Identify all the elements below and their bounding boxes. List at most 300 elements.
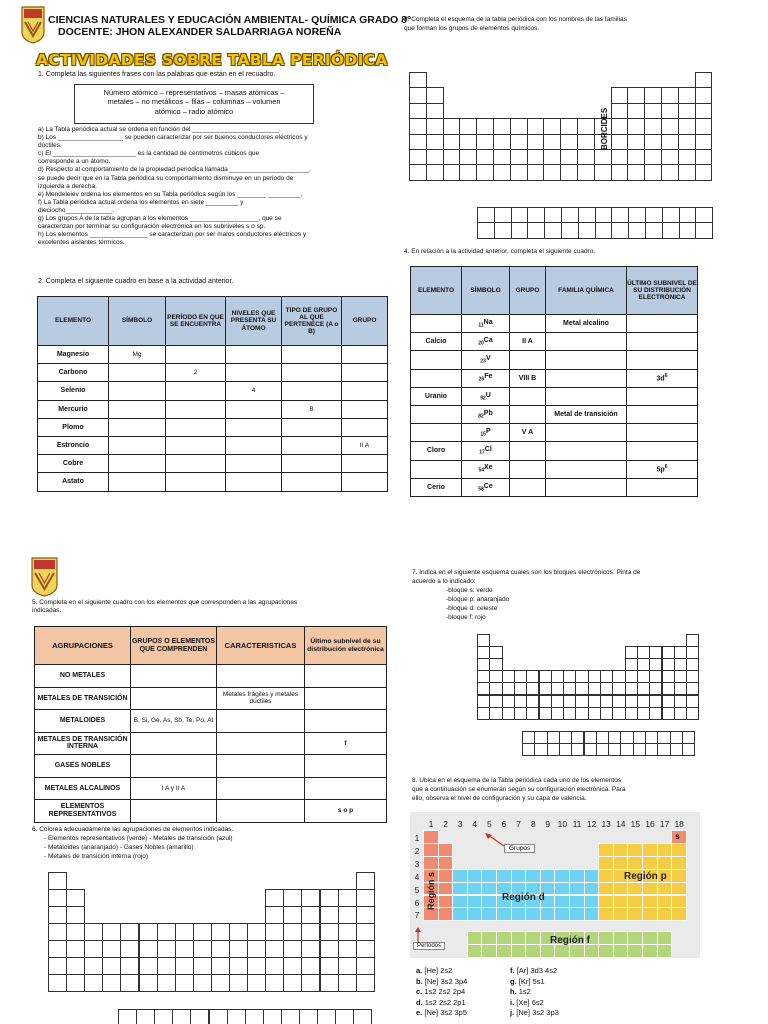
grid-cell[interactable] (611, 149, 629, 165)
grid-cell[interactable] (645, 207, 663, 223)
grid-cell[interactable] (190, 1009, 209, 1024)
table-cell[interactable] (510, 442, 546, 460)
grid-cell[interactable] (611, 222, 629, 238)
grid-cell[interactable] (229, 957, 248, 975)
grid-cell[interactable] (522, 743, 535, 756)
table-cell[interactable] (166, 400, 226, 418)
grid-cell[interactable] (320, 889, 339, 907)
table-cell[interactable] (627, 387, 698, 405)
grid-cell[interactable] (563, 707, 576, 720)
grid-cell[interactable] (627, 149, 645, 165)
grid-cell[interactable] (510, 134, 528, 150)
grid-cell[interactable] (547, 743, 560, 756)
grid-cell[interactable] (265, 957, 284, 975)
grid-cell[interactable] (662, 207, 680, 223)
table-cell[interactable] (342, 455, 388, 473)
table-cell[interactable] (217, 755, 305, 778)
grid-cell[interactable] (661, 118, 679, 134)
grid-cell[interactable] (577, 149, 595, 165)
table-cell[interactable] (546, 424, 627, 442)
table-cell[interactable] (217, 777, 305, 800)
grid-cell[interactable] (695, 103, 713, 119)
grid-cell[interactable] (476, 118, 494, 134)
table-cell[interactable] (546, 351, 627, 369)
grid-cell[interactable] (175, 923, 194, 941)
grid-cell[interactable] (48, 889, 67, 907)
grid-cell[interactable] (544, 222, 562, 238)
table-cell[interactable] (342, 400, 388, 418)
grid-cell[interactable] (612, 707, 625, 720)
grid-cell[interactable] (578, 222, 596, 238)
grid-cell[interactable] (560, 118, 578, 134)
table-cell[interactable] (226, 418, 282, 436)
grid-cell[interactable] (511, 222, 529, 238)
grid-cell[interactable] (247, 957, 266, 975)
table-cell[interactable] (282, 455, 342, 473)
table-cell[interactable] (627, 424, 698, 442)
table-cell[interactable] (131, 665, 217, 688)
grid-cell[interactable] (588, 707, 601, 720)
grid-cell[interactable] (283, 957, 302, 975)
grid-cell[interactable] (338, 940, 357, 958)
table-cell[interactable] (305, 777, 387, 800)
grid-cell[interactable] (627, 87, 645, 103)
grid-cell[interactable] (66, 940, 85, 958)
grid-cell[interactable] (426, 164, 444, 180)
table-cell[interactable] (131, 687, 217, 710)
grid-cell[interactable] (543, 118, 561, 134)
grid-cell[interactable] (193, 974, 212, 992)
grid-cell[interactable] (625, 707, 638, 720)
grid-cell[interactable] (265, 974, 284, 992)
grid-cell[interactable] (102, 923, 121, 941)
grid-cell[interactable] (426, 118, 444, 134)
grid-cell[interactable] (283, 940, 302, 958)
grid-cell[interactable] (247, 940, 266, 958)
table-cell[interactable]: II A (342, 436, 388, 454)
table-cell[interactable] (226, 364, 282, 382)
table-cell[interactable] (342, 473, 388, 491)
grid-cell[interactable] (443, 118, 461, 134)
grid-cell[interactable] (628, 207, 646, 223)
grid-cell[interactable] (356, 906, 375, 924)
grid-cell[interactable] (682, 743, 695, 756)
table-cell[interactable] (282, 364, 342, 382)
grid-cell[interactable] (175, 974, 194, 992)
grid-cell[interactable] (154, 1009, 173, 1024)
grid-cell[interactable] (543, 164, 561, 180)
grid-cell[interactable] (409, 164, 427, 180)
grid-cell[interactable] (611, 207, 629, 223)
grid-cell[interactable] (644, 164, 662, 180)
table-cell[interactable] (546, 460, 627, 478)
grid-cell[interactable] (510, 149, 528, 165)
grid-cell[interactable] (247, 974, 266, 992)
grid-cell[interactable] (157, 940, 176, 958)
grid-cell[interactable] (172, 1009, 191, 1024)
grid-cell[interactable] (299, 1009, 318, 1024)
table-cell[interactable] (510, 387, 546, 405)
table-cell[interactable]: B, Si, Ge, As, Sb, Te, Po, At (131, 710, 217, 733)
grid-cell[interactable] (695, 118, 713, 134)
grid-cell[interactable] (476, 149, 494, 165)
grid-cell[interactable] (211, 974, 230, 992)
grid-cell[interactable] (477, 707, 490, 720)
table-cell[interactable] (627, 405, 698, 423)
table-cell[interactable] (217, 732, 305, 755)
grid-cell[interactable] (559, 743, 572, 756)
table-cell[interactable] (226, 473, 282, 491)
grid-cell[interactable] (157, 923, 176, 941)
table-cell[interactable]: $5p^6$ (627, 460, 698, 478)
grid-cell[interactable] (443, 149, 461, 165)
grid-cell[interactable] (510, 118, 528, 134)
table-cell[interactable] (217, 800, 305, 823)
table-cell[interactable] (166, 382, 226, 400)
grid-cell[interactable] (595, 207, 613, 223)
grid-cell[interactable] (510, 164, 528, 180)
table-cell[interactable]: Metal alcalino (546, 315, 627, 333)
grid-cell[interactable] (543, 149, 561, 165)
grid-cell[interactable] (514, 707, 527, 720)
grid-cell[interactable] (301, 923, 320, 941)
grid-cell[interactable] (695, 87, 713, 103)
grid-cell[interactable] (678, 149, 696, 165)
grid-cell[interactable] (139, 940, 158, 958)
grid-cell[interactable] (493, 164, 511, 180)
grid-cell[interactable] (633, 743, 646, 756)
grid-cell[interactable] (611, 164, 629, 180)
grid-cell[interactable] (670, 743, 683, 756)
grid-cell[interactable] (627, 164, 645, 180)
table-cell[interactable] (131, 755, 217, 778)
grid-cell[interactable] (409, 149, 427, 165)
grid-cell[interactable] (551, 707, 564, 720)
table-cell[interactable] (342, 382, 388, 400)
grid-cell[interactable] (459, 149, 477, 165)
grid-cell[interactable] (526, 707, 539, 720)
grid-cell[interactable] (561, 222, 579, 238)
table-cell[interactable] (109, 382, 166, 400)
table-cell[interactable] (282, 382, 342, 400)
grid-cell[interactable] (575, 707, 588, 720)
grid-cell[interactable] (662, 707, 675, 720)
table-cell[interactable] (282, 346, 342, 364)
grid-cell[interactable] (120, 974, 139, 992)
grid-cell[interactable] (338, 889, 357, 907)
table-cell[interactable] (131, 732, 217, 755)
grid-cell[interactable] (229, 940, 248, 958)
table-cell[interactable] (510, 315, 546, 333)
grid-cell[interactable] (356, 957, 375, 975)
grid-cell[interactable] (661, 134, 679, 150)
grid-cell[interactable] (678, 118, 696, 134)
grid-cell[interactable] (661, 103, 679, 119)
table-cell[interactable] (109, 418, 166, 436)
grid-cell[interactable] (459, 134, 477, 150)
table-cell[interactable] (131, 800, 217, 823)
table-cell[interactable]: I A y II A (131, 777, 217, 800)
grid-cell[interactable] (338, 957, 357, 975)
grid-cell[interactable] (66, 906, 85, 924)
grid-cell[interactable] (193, 957, 212, 975)
grid-cell[interactable] (320, 940, 339, 958)
table-cell[interactable]: s o p (305, 800, 387, 823)
table-cell[interactable] (166, 418, 226, 436)
grid-cell[interactable] (265, 940, 284, 958)
table-cell[interactable] (166, 346, 226, 364)
grid-cell[interactable] (48, 957, 67, 975)
grid-cell[interactable] (620, 743, 633, 756)
table-cell[interactable] (166, 473, 226, 491)
grid-cell[interactable] (443, 164, 461, 180)
table-cell[interactable] (109, 436, 166, 454)
grid-cell[interactable] (283, 974, 302, 992)
grid-cell[interactable] (301, 889, 320, 907)
grid-cell[interactable] (511, 207, 529, 223)
grid-cell[interactable] (120, 923, 139, 941)
grid-cell[interactable] (611, 134, 629, 150)
grid-cell[interactable] (426, 87, 444, 103)
table-cell[interactable] (305, 755, 387, 778)
table-cell[interactable] (166, 436, 226, 454)
grid-cell[interactable] (679, 222, 697, 238)
table-cell[interactable] (226, 400, 282, 418)
table-cell[interactable] (627, 315, 698, 333)
grid-cell[interactable] (527, 118, 545, 134)
grid-cell[interactable] (118, 1009, 137, 1024)
table-cell[interactable] (226, 346, 282, 364)
grid-cell[interactable] (678, 164, 696, 180)
table-cell[interactable] (627, 351, 698, 369)
table-cell[interactable] (226, 436, 282, 454)
grid-cell[interactable] (560, 164, 578, 180)
table-cell[interactable]: V A (510, 424, 546, 442)
grid-cell[interactable] (594, 164, 612, 180)
grid-cell[interactable] (409, 103, 427, 119)
grid-cell[interactable] (120, 957, 139, 975)
grid-cell[interactable] (459, 118, 477, 134)
grid-cell[interactable] (678, 103, 696, 119)
grid-cell[interactable] (409, 72, 427, 88)
grid-cell[interactable] (211, 940, 230, 958)
grid-cell[interactable] (301, 940, 320, 958)
table-cell[interactable] (217, 665, 305, 688)
grid-cell[interactable] (356, 923, 375, 941)
table-cell[interactable] (627, 442, 698, 460)
grid-cell[interactable] (577, 118, 595, 134)
grid-cell[interactable] (356, 872, 375, 890)
grid-cell[interactable] (283, 906, 302, 924)
grid-cell[interactable] (584, 743, 597, 756)
grid-cell[interactable] (301, 906, 320, 924)
grid-cell[interactable] (157, 974, 176, 992)
grid-cell[interactable] (48, 906, 67, 924)
table-cell[interactable]: 4 (226, 382, 282, 400)
grid-cell[interactable] (477, 222, 495, 238)
table-cell[interactable] (627, 333, 698, 351)
table-cell[interactable] (510, 405, 546, 423)
grid-cell[interactable] (539, 707, 552, 720)
grid-cell[interactable] (561, 207, 579, 223)
table-cell[interactable] (226, 455, 282, 473)
grid-cell[interactable] (628, 222, 646, 238)
grid-cell[interactable] (356, 889, 375, 907)
grid-cell[interactable] (84, 974, 103, 992)
grid-cell[interactable] (649, 707, 662, 720)
grid-cell[interactable] (175, 957, 194, 975)
grid-cell[interactable] (409, 87, 427, 103)
grid-cell[interactable] (211, 957, 230, 975)
table-cell[interactable] (342, 418, 388, 436)
grid-cell[interactable] (265, 906, 284, 924)
grid-cell[interactable] (338, 923, 357, 941)
grid-cell[interactable] (695, 72, 713, 88)
grid-cell[interactable] (476, 164, 494, 180)
grid-cell[interactable] (527, 222, 545, 238)
grid-cell[interactable] (611, 103, 629, 119)
grid-cell[interactable] (120, 940, 139, 958)
grid-cell[interactable] (695, 149, 713, 165)
grid-cell[interactable] (661, 164, 679, 180)
table-cell[interactable] (282, 418, 342, 436)
grid-cell[interactable] (560, 134, 578, 150)
grid-cell[interactable] (678, 87, 696, 103)
grid-cell[interactable] (494, 207, 512, 223)
table-cell[interactable] (342, 346, 388, 364)
grid-cell[interactable] (489, 707, 502, 720)
grid-cell[interactable] (661, 149, 679, 165)
grid-cell[interactable] (661, 87, 679, 103)
grid-cell[interactable] (459, 164, 477, 180)
grid-cell[interactable] (320, 957, 339, 975)
grid-cell[interactable] (596, 743, 609, 756)
grid-cell[interactable] (426, 149, 444, 165)
grid-cell[interactable] (527, 207, 545, 223)
grid-cell[interactable] (301, 957, 320, 975)
grid-cell[interactable] (139, 957, 158, 975)
grid-cell[interactable] (674, 707, 687, 720)
table-cell[interactable]: Metal de transición (546, 405, 627, 423)
grid-cell[interactable] (48, 974, 67, 992)
grid-cell[interactable] (356, 940, 375, 958)
grid-cell[interactable] (644, 118, 662, 134)
table-cell[interactable] (305, 665, 387, 688)
grid-cell[interactable] (317, 1009, 336, 1024)
grid-cell[interactable] (263, 1009, 282, 1024)
grid-cell[interactable] (320, 923, 339, 941)
grid-cell[interactable] (48, 872, 67, 890)
grid-cell[interactable] (211, 923, 230, 941)
grid-cell[interactable] (139, 923, 158, 941)
grid-cell[interactable] (686, 707, 699, 720)
table-cell[interactable] (305, 687, 387, 710)
table-cell[interactable] (546, 478, 627, 496)
grid-cell[interactable] (283, 889, 302, 907)
grid-cell[interactable] (594, 149, 612, 165)
grid-cell[interactable] (494, 222, 512, 238)
grid-cell[interactable] (595, 222, 613, 238)
grid-cell[interactable] (493, 134, 511, 150)
grid-cell[interactable] (320, 974, 339, 992)
grid-cell[interactable] (193, 940, 212, 958)
grid-cell[interactable] (356, 974, 375, 992)
grid-cell[interactable] (695, 134, 713, 150)
grid-cell[interactable] (644, 103, 662, 119)
grid-cell[interactable] (157, 957, 176, 975)
table-cell[interactable]: Mg (109, 346, 166, 364)
grid-cell[interactable] (281, 1009, 300, 1024)
grid-cell[interactable] (48, 940, 67, 958)
grid-cell[interactable] (560, 149, 578, 165)
table-cell[interactable] (109, 455, 166, 473)
grid-cell[interactable] (84, 957, 103, 975)
table-cell[interactable] (546, 442, 627, 460)
table-cell[interactable]: VIII B (510, 369, 546, 387)
grid-cell[interactable] (578, 207, 596, 223)
grid-cell[interactable] (338, 974, 357, 992)
table-cell[interactable] (305, 710, 387, 733)
table-cell[interactable]: Metales frágiles y metales dúctiles (217, 687, 305, 710)
grid-cell[interactable] (608, 743, 621, 756)
grid-cell[interactable] (627, 134, 645, 150)
grid-cell[interactable] (571, 743, 584, 756)
table-cell[interactable] (282, 473, 342, 491)
table-cell[interactable] (109, 364, 166, 382)
grid-cell[interactable] (527, 149, 545, 165)
grid-cell[interactable] (338, 906, 357, 924)
grid-cell[interactable] (301, 974, 320, 992)
grid-cell[interactable] (66, 889, 85, 907)
grid-cell[interactable] (48, 923, 67, 941)
grid-cell[interactable] (245, 1009, 264, 1024)
grid-cell[interactable] (84, 923, 103, 941)
grid-cell[interactable] (102, 940, 121, 958)
grid-cell[interactable] (637, 707, 650, 720)
table-cell[interactable]: B (282, 400, 342, 418)
grid-cell[interactable] (662, 222, 680, 238)
grid-cell[interactable] (527, 164, 545, 180)
grid-cell[interactable] (627, 103, 645, 119)
grid-cell[interactable] (657, 743, 670, 756)
grid-cell[interactable] (229, 974, 248, 992)
grid-cell[interactable] (527, 134, 545, 150)
table-cell[interactable] (166, 455, 226, 473)
grid-cell[interactable] (265, 923, 284, 941)
grid-cell[interactable] (247, 923, 266, 941)
grid-cell[interactable] (611, 87, 629, 103)
table-cell[interactable] (282, 436, 342, 454)
grid-cell[interactable] (139, 974, 158, 992)
grid-cell[interactable] (502, 707, 515, 720)
grid-cell[interactable] (426, 134, 444, 150)
grid-cell[interactable] (193, 923, 212, 941)
table-cell[interactable] (217, 710, 305, 733)
table-cell[interactable]: $3d^6$ (627, 369, 698, 387)
grid-cell[interactable] (66, 957, 85, 975)
grid-cell[interactable] (678, 134, 696, 150)
grid-cell[interactable] (227, 1009, 246, 1024)
grid-cell[interactable] (695, 207, 713, 223)
grid-cell[interactable] (66, 974, 85, 992)
grid-cell[interactable] (265, 889, 284, 907)
table-cell[interactable] (510, 351, 546, 369)
grid-cell[interactable] (209, 1009, 228, 1024)
grid-cell[interactable] (320, 906, 339, 924)
grid-cell[interactable] (229, 923, 248, 941)
grid-cell[interactable] (283, 923, 302, 941)
grid-cell[interactable] (102, 957, 121, 975)
